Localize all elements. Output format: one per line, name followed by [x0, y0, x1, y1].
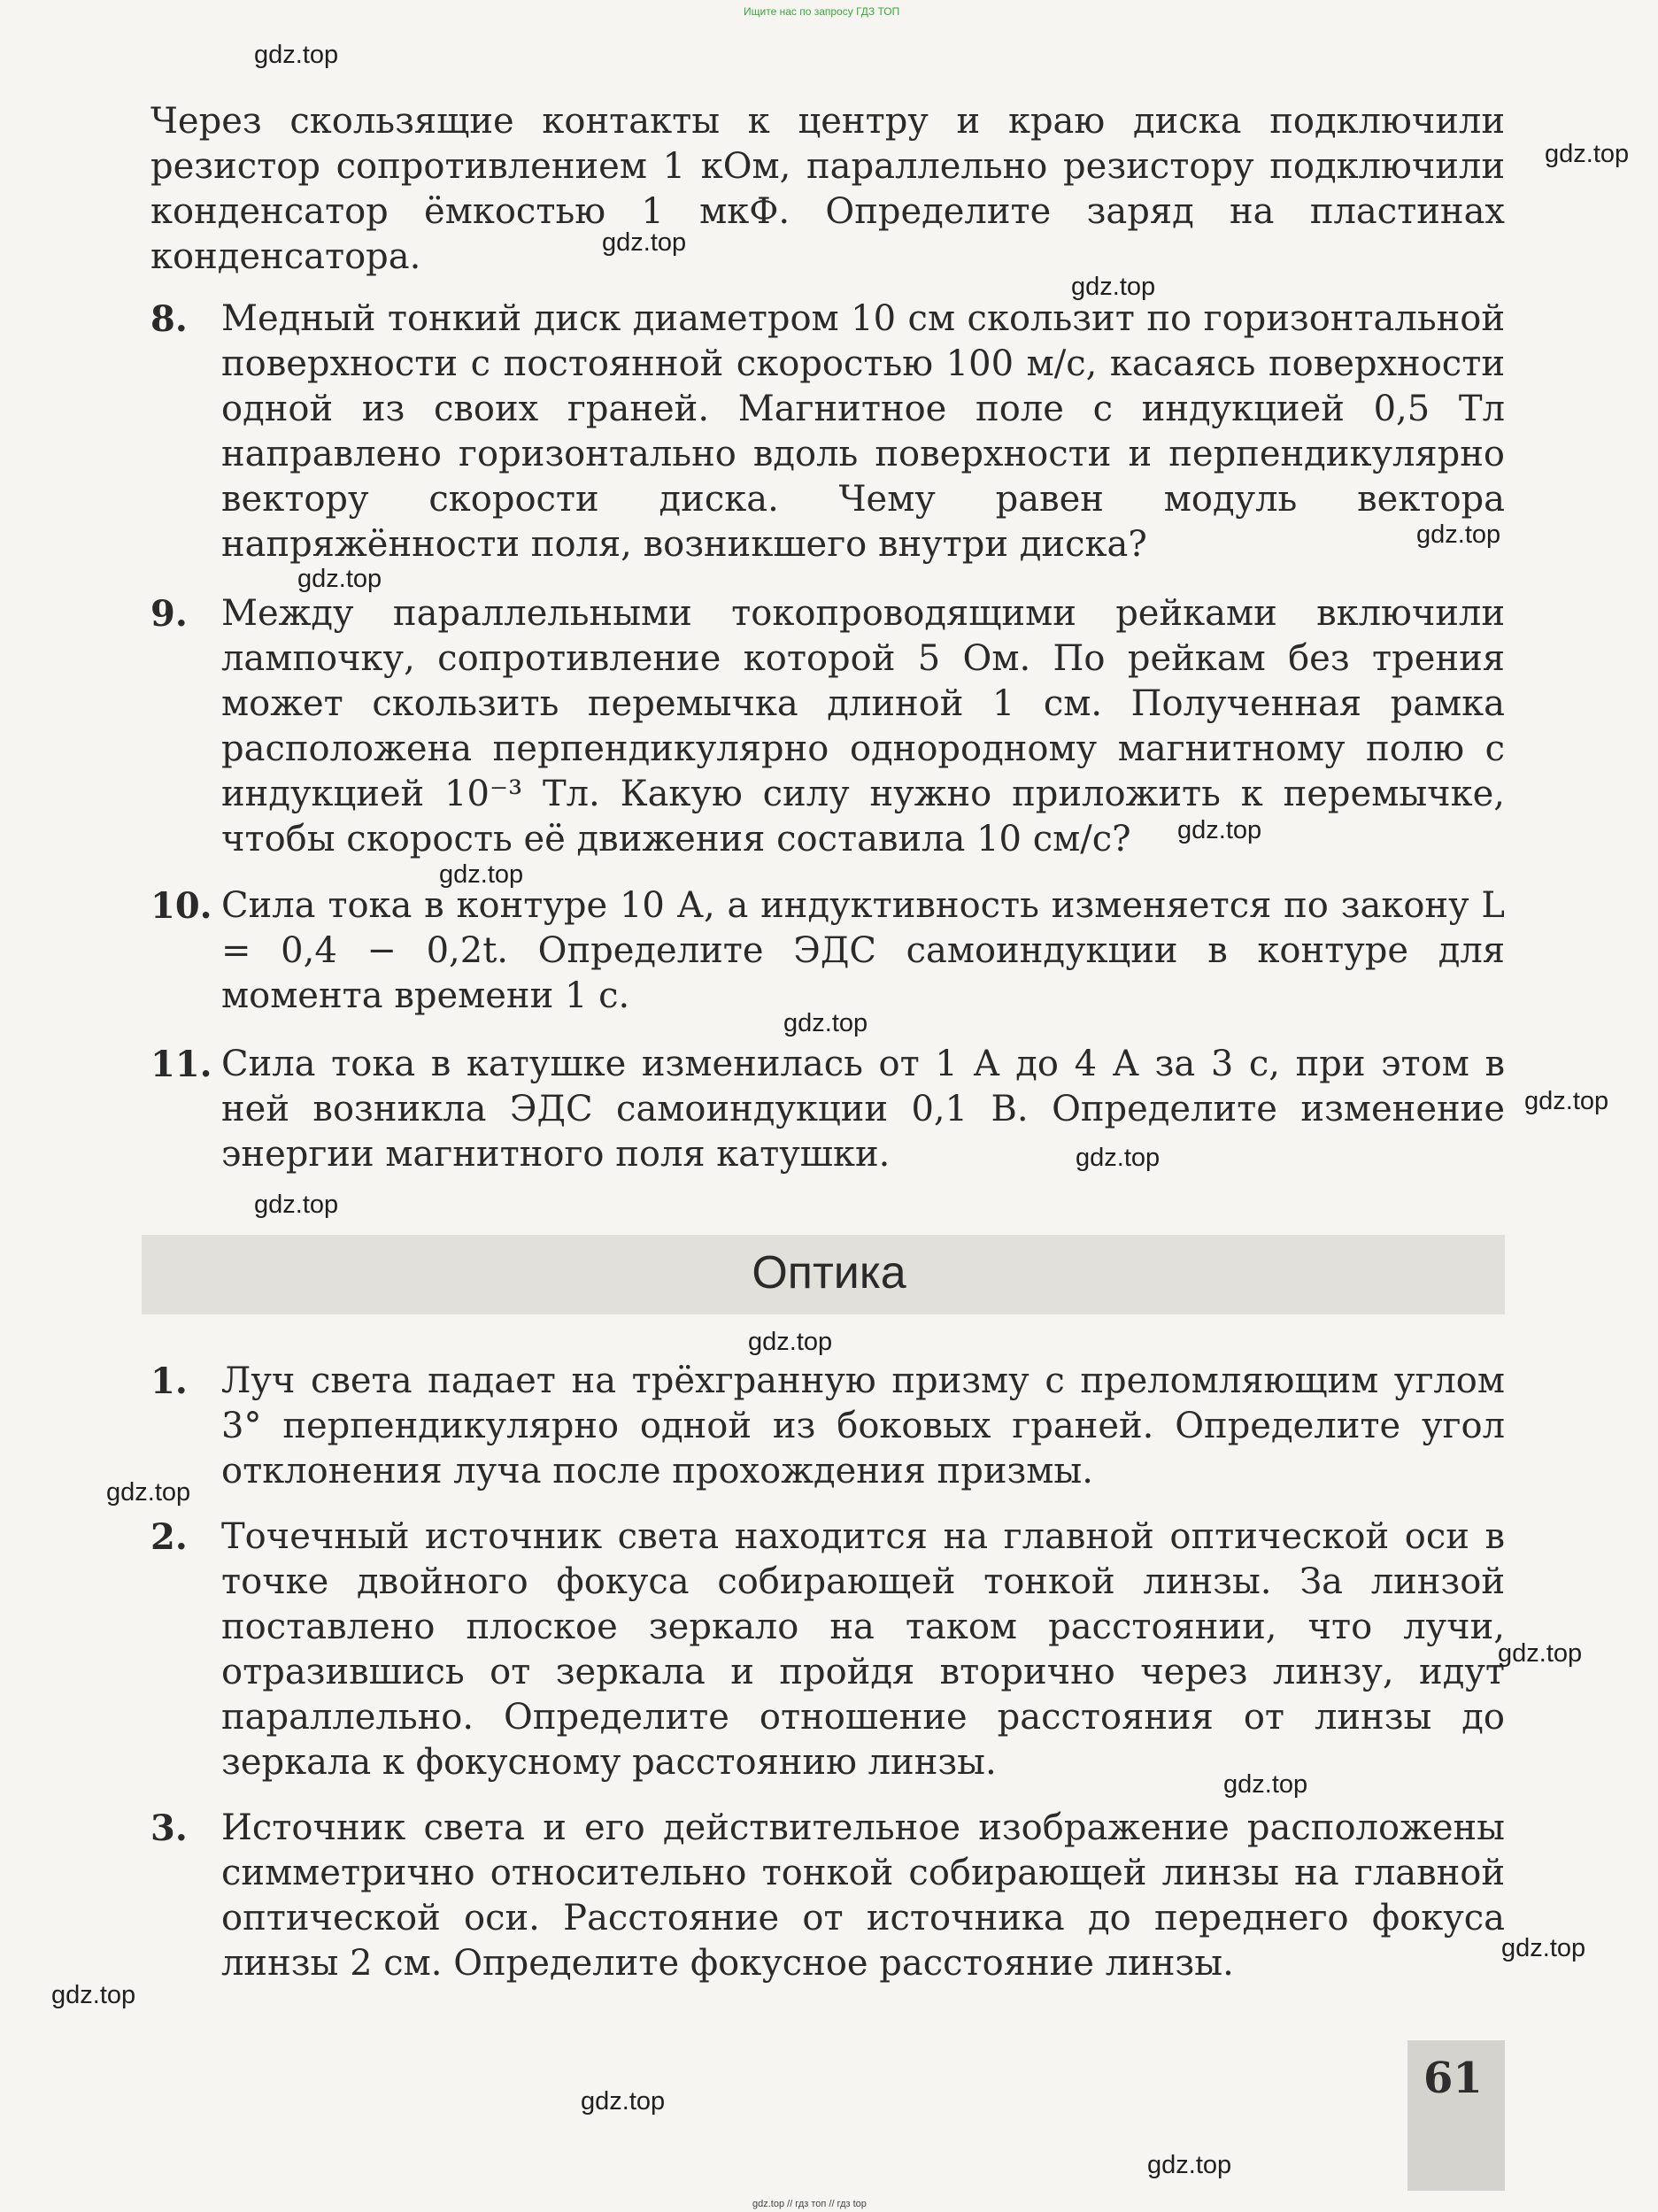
page-number: 61: [1423, 2054, 1483, 2103]
problem-number: 1.: [150, 1360, 188, 1402]
problem-11: [150, 1042, 1505, 1177]
problem-number: 2.: [150, 1516, 188, 1558]
problem-number: 10.: [150, 885, 212, 927]
watermark: gdz.top: [1498, 1639, 1583, 1668]
watermark: gdz.top: [1177, 816, 1262, 844]
watermark: gdz.top: [254, 41, 339, 69]
problem-10: [150, 883, 1505, 1019]
watermark: gdz.top: [51, 1981, 136, 2009]
footer-link[interactable]: gdz.top // гдз топ // гдз top: [752, 2199, 867, 2209]
optics-problem-3: [150, 1806, 1505, 1986]
watermark: gdz.top: [1501, 1934, 1586, 1962]
watermark: gdz.top: [1223, 1770, 1308, 1799]
problem-text: Луч света падает на трёхгранную призму с преломляющим углом 3° перпендикулярно одной из боковых граней. Определите угол отклонения луча после прохождения призмы.: [221, 1360, 1505, 1491]
watermark: gdz.top: [748, 1328, 833, 1356]
watermark: gdz.top: [1147, 2151, 1232, 2179]
watermark: gdz.top: [254, 1191, 339, 1219]
problem-number: 9.: [150, 593, 188, 635]
problem-9: [150, 591, 1505, 862]
watermark: gdz.top: [783, 1009, 868, 1037]
watermark: gdz.top: [1416, 520, 1501, 549]
watermark: gdz.top: [1076, 1144, 1161, 1172]
optics-problem-2: [150, 1514, 1505, 1785]
section-title: Оптика: [752, 1247, 906, 1299]
problem-text: Медный тонкий диск диаметром 10 см скользит по горизонтальной поверхности с постоянной скоростью 100 м/с, касаясь поверхности одной из своих граней. Магнитное поле с индукцией 0,5 Тл направлено горизонтально вдоль поверхности и перпендикулярно вектору скорости диска. Чему равен модуль вектора напряжённости поля, возникшего внутри диска?: [221, 298, 1505, 565]
problem-number: 8.: [150, 298, 188, 340]
optics-problem-1: [150, 1359, 1505, 1494]
problem-text: Источник света и его действительное изображение расположены симметрично относительно тонкой собирающей линзы на главной оптической оси. Расстояние от источника до переднего фокуса линзы 2 см. Определите фокусное расстояние линзы.: [221, 1807, 1505, 1984]
problem-number: 3.: [150, 1807, 188, 1849]
watermark: gdz.top: [581, 2087, 666, 2116]
watermark: gdz.top: [297, 565, 382, 593]
problem-text: Сила тока в катушке изменилась от 1 А до 4 А за 3 с, при этом в ней возникла ЭДС самоиндукции 0,1 В. Определите изменение энергии магнитного поля катушки.: [221, 1044, 1505, 1175]
header-link[interactable]: Ищите нас по запросу ГДЗ ТОП: [744, 5, 900, 18]
watermark: gdz.top: [1524, 1087, 1609, 1115]
intro-paragraph: Через скользящие контакты к центру и краю диска подключили резистор сопротивлением 1 кОм, параллельно резистору подключили конденсатор ёмкостью 1 мкФ. Определите заряд на пластинах конденсатора.: [150, 101, 1505, 277]
watermark: gdz.top: [602, 228, 687, 257]
problem-text: Точечный источник света находится на главной оптической оси в точке двойного фокуса собирающей тонкой линзы. За линзой поставлено плоское зеркало на таком расстоянии, что лучи, отразившись от зеркала и пройдя вторично через линзу, идут параллельно. Определите отношение расстояния от линзы до зеркала к фокусному расстоянию линзы.: [221, 1516, 1505, 1783]
watermark: gdz.top: [439, 860, 524, 889]
problem-8: [150, 297, 1505, 567]
watermark: gdz.top: [1545, 140, 1630, 168]
problem-text: Сила тока в контуре 10 А, а индуктивность изменяется по закону L = 0,4 − 0,2t. Определите ЭДС самоиндукции в контуре для момента времени 1 с.: [221, 885, 1505, 1016]
problem-number: 11.: [150, 1044, 212, 1085]
watermark: gdz.top: [106, 1478, 191, 1507]
problem-text: Между параллельными токопроводящими рейками включили лампочку, сопротивление которой 5 Ом. По рейкам без трения может скользить перемычка длиной 1 см. Полученная рамка расположена перпендикулярно однородному магнитному полю с индукцией 10⁻³ Тл. Какую силу нужно приложить к перемычке, чтобы скорость её движения составила 10 см/с?: [221, 593, 1505, 859]
watermark: gdz.top: [1071, 273, 1156, 301]
